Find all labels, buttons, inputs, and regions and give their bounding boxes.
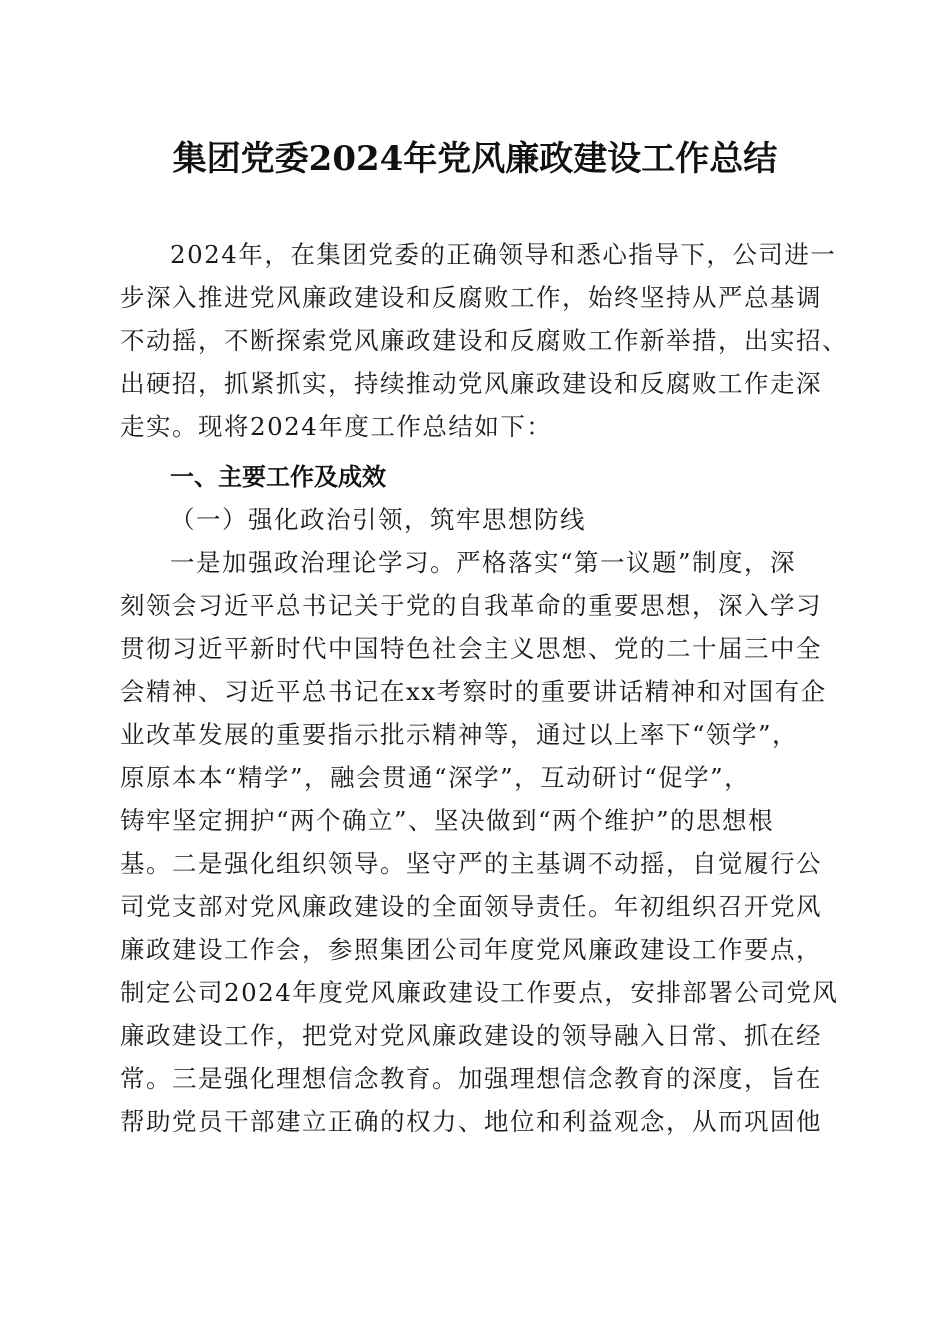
body-line: 原原本本“精学”，融会贯通“深学”，互动研讨“促学”， [120,763,751,792]
body-line: 刻领会习近平总书记关于党的自我革命的重要思想，深入学习 [120,591,822,620]
document-title: 集团党委2024年党风廉政建设工作总结 [172,139,778,179]
body-line: 基。二是强化组织领导。坚守严的主基调不动摇，自觉履行公 [120,849,822,878]
body-line: 帮助党员干部建立正确的权力、地位和利益观念，从而巩固他 [120,1107,822,1136]
intro-line: 走实。现将2024年度工作总结如下： [120,412,553,441]
body-line: 廉政建设工作会，参照集团公司年度党风廉政建设工作要点， [120,935,822,964]
intro-line: 步深入推进党风廉政建设和反腐败工作，始终坚持从严总基调 [120,283,822,312]
body-line: 铸牢坚定拥护“两个确立”、坚决做到“两个维护”的思想根 [120,806,775,835]
body-line: 会精神、习近平总书记在xx考察时的重要讲话精神和对国有企 [120,677,827,706]
intro-line: 不动摇，不断探索党风廉政建设和反腐败工作新举措，出实招、 [120,326,848,355]
intro-line: 出硬招，抓紧抓实，持续推动党风廉政建设和反腐败工作走深 [120,369,822,398]
subsection-heading: （一）强化政治引领，筑牢思想防线 [170,505,586,534]
body-line: 一是加强政治理论学习。严格落实“第一议题”制度，深 [170,548,797,577]
body-line: 制定公司2024年度党风廉政建设工作要点，安排部署公司党风 [120,978,839,1007]
body-line: 廉政建设工作，把党对党风廉政建设的领导融入日常、抓在经 [120,1021,822,1050]
section-heading: 一、主要工作及成效 [170,463,386,491]
body-line: 常。三是强化理想信念教育。加强理想信念教育的深度，旨在 [120,1064,822,1093]
body-line: 司党支部对党风廉政建设的全面领导责任。年初组织召开党风 [120,892,822,921]
intro-line: 2024年，在集团党委的正确领导和悉心指导下，公司进一 [170,240,837,269]
body-line: 业改革发展的重要指示批示精神等，通过以上率下“领学”， [120,720,799,749]
body-line: 贯彻习近平新时代中国特色社会主义思想、党的二十届三中全 [120,634,822,663]
